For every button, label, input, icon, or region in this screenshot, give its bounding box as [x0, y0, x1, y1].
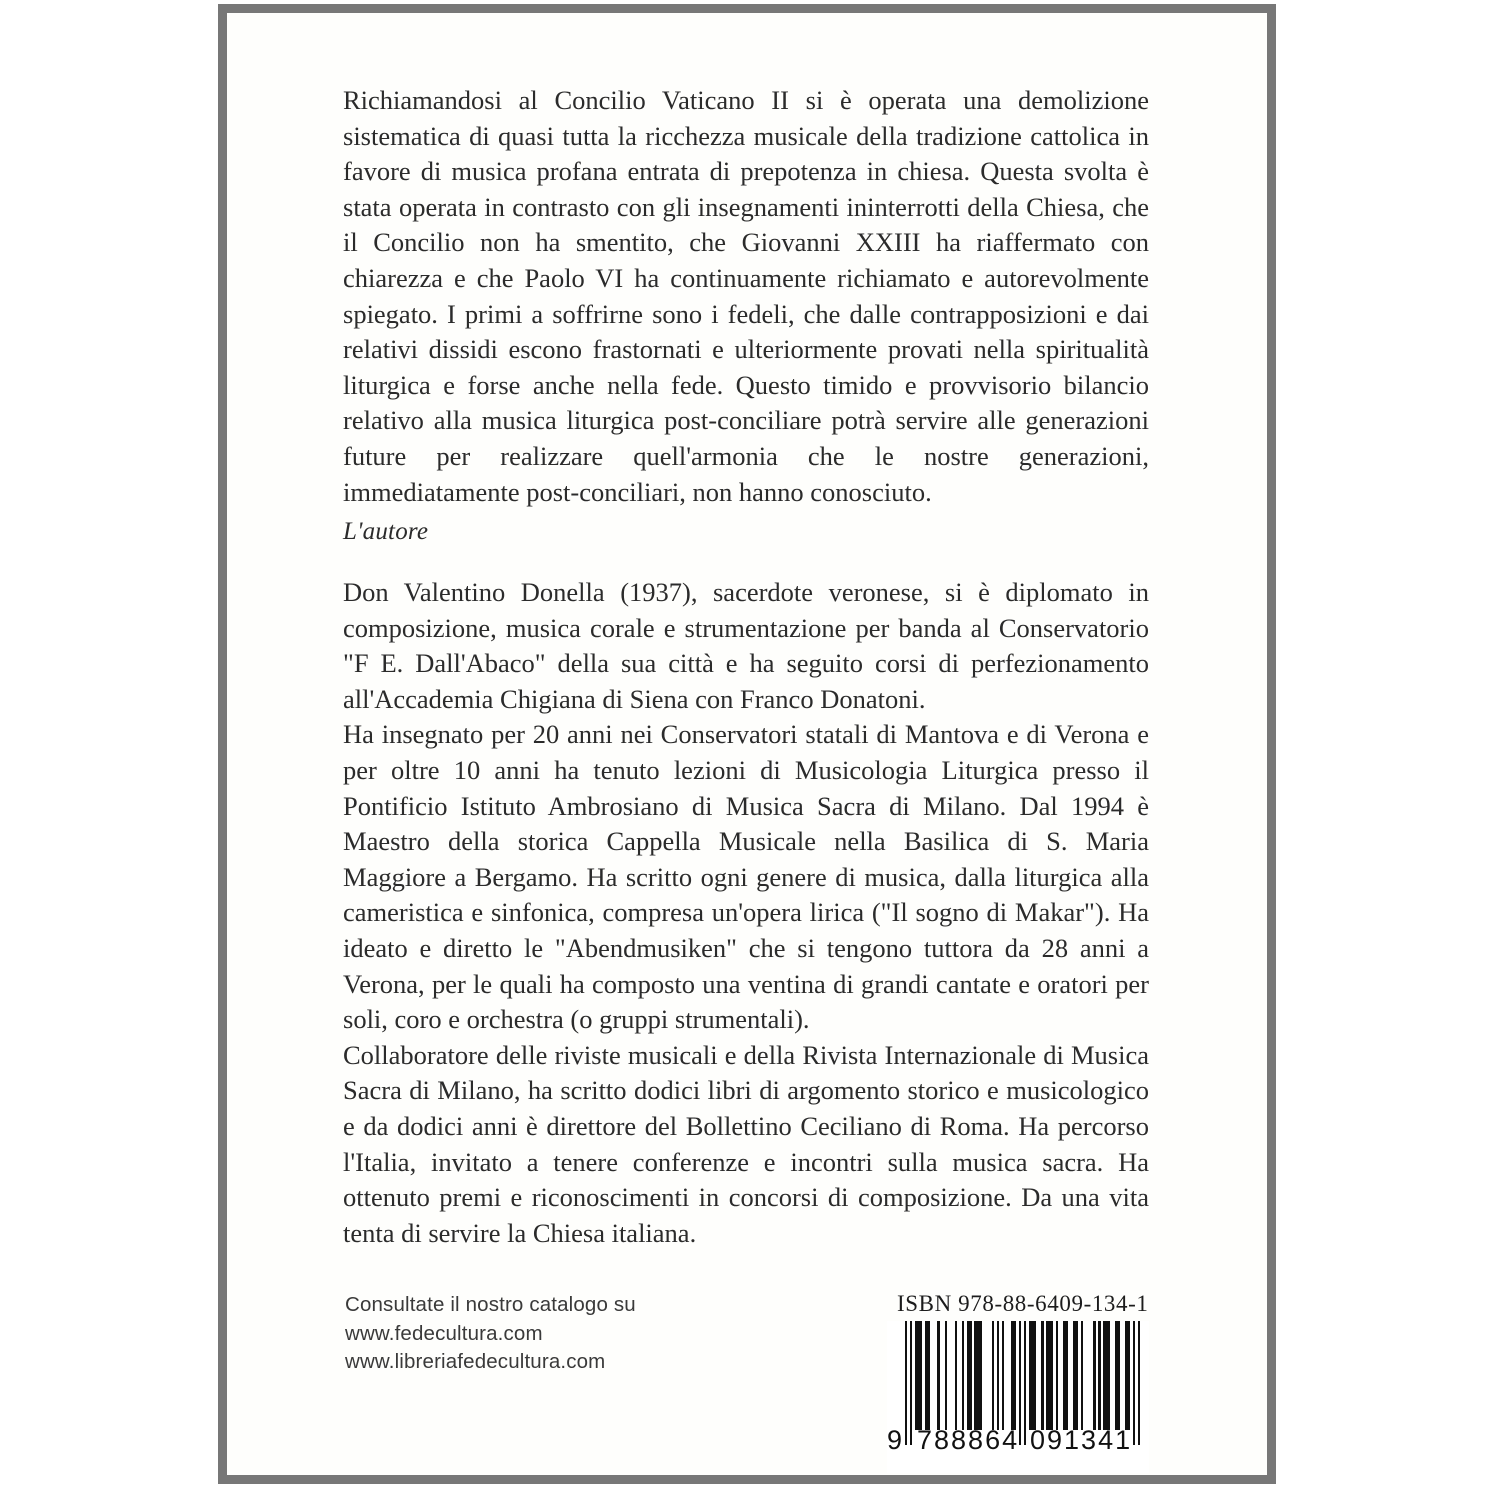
publisher-catalog-block — [345, 1291, 636, 1377]
bio-paragraph-3: Collaboratore delle riviste musicali e della Rivista Internazionale di Musica Sacra di Milano, ha scritto dodici libri di argomento storico e musicologico e da dodici anni è direttore del Bollettino Ceciliano di Roma. Ha percorso l'Italia, invitato a tenere conferenze e incontri sulla musica sacra. Ha ottenuto premi e riconoscimenti in concorsi di composizione. Da una vita tenta di servire la Chiesa italiana. — [343, 1039, 1149, 1248]
book-back-cover — [218, 4, 1276, 1484]
isbn-label: ISBN 978-88-6409-134-1 — [897, 1291, 1149, 1316]
barcode-digits-left: 788864 — [917, 1425, 1020, 1455]
ean13-barcode — [887, 1321, 1149, 1473]
bio-paragraph-2: Ha insegnato per 20 anni nei Conservatori statali di Mantova e di Verona e per oltre 10 anni ha tenuto lezioni di Musicologia Liturgica presso il Pontificio Istituto Ambrosiano di Musica Sacra di Milano. Dal 1994 è Maestro della storica Cappella Musicale nella Basilica di S. Maria Maggiore a Bergamo. Ha scritto ogni genere di musica, dalla liturgica alla cameristica e sinfonica, compresa un'opera lirica ("Il sogno di Makar"). Ha ideato e diretto le "Abendmusiken" che si tengono tuttora da 28 anni a Verona, per le quali ha composto una ventina di grandi cantate e oratori per soli, coro e orchestra (o gruppi strumentali). — [343, 719, 1149, 1035]
catalog-prompt-text: Consultate il nostro catalogo su — [345, 1293, 636, 1316]
publisher-website-primary[interactable]: www.fedecultura.com — [345, 1321, 543, 1345]
bio-paragraph-1: Don Valentino Donella (1937), sacerdote veronese, si è diplomato in composizione, musica corale e strumentazione per banda al Conservatorio "F E. Dall'Abaco" della sua città e ha seguito corsi di perfezionamento all'Accademia Chigiana di Siena con Franco Donatoni. — [343, 577, 1149, 714]
blurb-paragraph: Richiamandosi al Concilio Vaticano II si è operata una demolizione sistematica di quasi tutta la ricchezza musicale della tradizione cattolica in favore di musica profana entrata di prepotenza in chiesa. Questa svolta è stata operata in contrasto con gli insegnamenti ininterrotti della Chiesa, che il Concilio non ha smentito, che Giovanni XXIII ha riaffermato con chiarezza e che Paolo VI ha continuamente richiamato e autorevolmente spiegato. I primi a soffrirne sono i fedeli, che dalle contrapposizioni e dai relativi dissidi escono frastornati e ulteriormente provati nella spiritualità liturgica e forse anche nella fede. Questo timido e provvisorio bilancio relativo alla musica liturgica post-conciliare potrà servire alle generazioni future per realizzare quell'armonia che le nostre generazioni, immediatamente post-conciliari, non hanno conosciuto. — [343, 85, 1149, 507]
barcode-digit-lead: 9 — [887, 1425, 905, 1455]
blurb-text — [343, 83, 1149, 510]
author-section-heading: L'autore — [343, 518, 429, 545]
cover-inner-surface — [227, 13, 1267, 1475]
isbn-barcode-block — [887, 1291, 1157, 1473]
publisher-website-secondary[interactable]: www.libreriafedecultura.com — [345, 1350, 606, 1373]
barcode-digits-right: 091341 — [1030, 1425, 1133, 1455]
barcode-digits — [887, 1425, 1149, 1465]
author-biography — [343, 575, 1149, 1251]
